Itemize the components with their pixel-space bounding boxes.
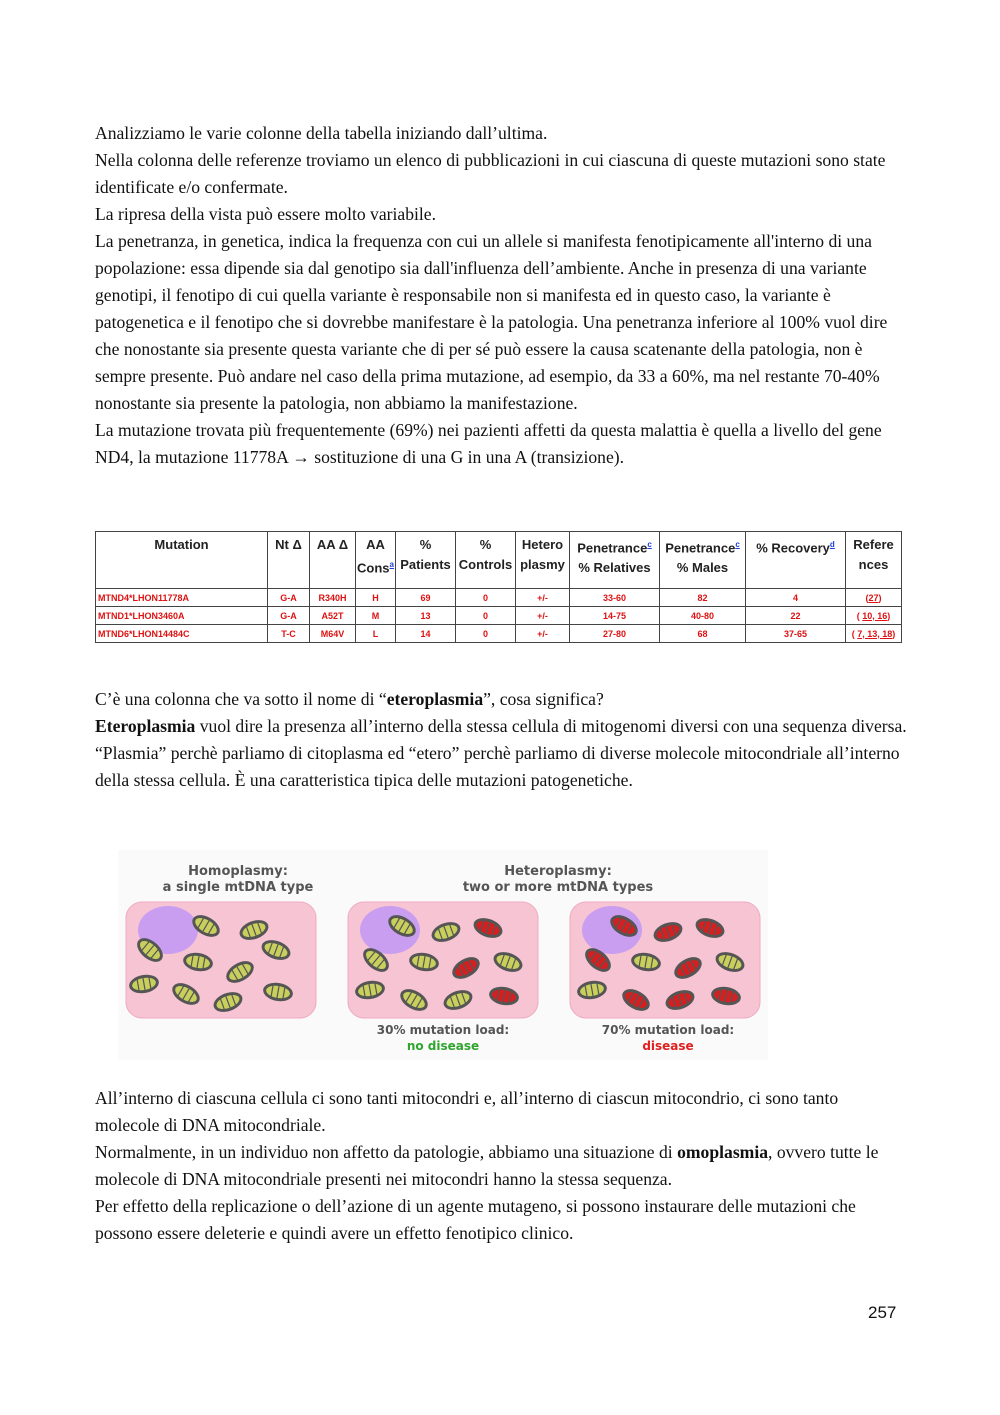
paragraph: C’è una colonna che va sotto il nome di “eteroplasmia”, cosa significa? [95,689,604,709]
heteroplasmy-caption: Heteroplasmy: two or more mtDNA types [462,864,654,895]
header-recovery: % Recovery$^d$ [746,532,846,589]
reference-link[interactable]: 10, 16 [862,610,888,621]
paragraph: La ripresa della vista può essere molto variabile. [95,204,436,224]
cell-controls: 0 [456,607,516,625]
cell-pen-rel: 27-80 [570,625,660,643]
cell-cons: H [356,589,396,607]
cell-pen-males: 40-80 [660,607,746,625]
cell-nt: T-C [268,625,310,643]
paragraph: Eteroplasmia vuol dire la presenza all’interno della stessa cellula di mitogenomi diversi con una sequenza diversa. “Plasmia” perchè parliamo di citoplasma ed “etero” perchè parliamo di diverse molecole mitocondriale all’interno della stessa cellula. È una caratteristica tipica delle mutazioni patogenetiche. [95,716,907,790]
load-70-caption: 70% mutation load: disease [601,1023,735,1053]
homoplasmy-caption: Homoplasmy: a single mtDNA type [162,864,314,895]
header-aa-delta: AA Δ [310,532,356,589]
cell-refs: ( 10, 16) [846,607,902,625]
cell-mutation: MTND1*LHON3460A [96,607,268,625]
paragraph: Normalmente, in un individuo non affetto da patologie, abbiamo una situazione di omoplasmia, ovvero tutte le molecole di DNA mitocondriale presenti nei mitocondri hanno la stessa sequenza. [95,1142,879,1189]
page-number: 257 [868,1303,897,1322]
cell-nt: G-A [268,589,310,607]
table-row [96,589,902,607]
paragraph: La penetranza, in genetica, indica la frequenza con cui un allele si manifesta fenotipicamente all'interno di una popolazione: essa dipende sia dal genotipo sia dall'influenza dell’ambiente. Anche in presenza di una variante genotipi, il fenotipo di cui quella variante è responsabile non si manifesta ed in questo caso, la variante è patogenetica e il fenotipo che si dovrebbe manifestare è la patologia. Una penetranza inferiore al 100% vuol dire che nonostante sia presente questa variante che di per sé può essere la causa scatenante della patologia, non è sempre presente. Può andare nel caso della prima mutazione, ad esempio, da 33 a 60%, ma nel restante 70-40% nonostante sia presente la patologia, non abbiamo la manifestazione. [95,231,888,413]
header-heteroplasmy: Hetero plasmy [516,532,570,589]
reference-link[interactable]: 27 [868,592,879,603]
cell-patients: 69 [396,589,456,607]
cell-pen-males: 68 [660,625,746,643]
cell-mutation: MTND4*LHON11778A [96,589,268,607]
paragraph: Analizziamo le varie colonne della tabella iniziando dall’ultima. [95,123,548,143]
header-penetrance-males: Penetrance$^c$ % Males [660,532,746,589]
cell-aa: M64V [310,625,356,643]
cell-recovery: 37-65 [746,625,846,643]
paragraph: All’interno di ciascuna cellula ci sono tanti mitocondri e, all’interno di ciascun mitocondrio, ci sono tanto molecole di DNA mitocondriale. [95,1088,839,1135]
table-row [96,625,902,643]
cell-patients: 14 [396,625,456,643]
cell-nt: G-A [268,607,310,625]
header-penetrance-relatives: Penetrance$^c$ % Relatives [570,532,660,589]
cell-refs: (27) [846,589,902,607]
text-block-middle [95,686,907,794]
header-mutation: Mutation [96,532,268,589]
cell-controls: 0 [456,625,516,643]
reference-link[interactable]: 7, 13, 18 [857,628,893,639]
cell-cons: M [356,607,396,625]
cell-aa: A52T [310,607,356,625]
load-30-caption: 30% mutation load: no disease [376,1023,510,1053]
cell-cons: L [356,625,396,643]
text-block-bottom [95,1085,907,1247]
header-aa-cons: AA Cons$^a$ [356,532,396,589]
paragraph: La mutazione trovata più frequentemente (69%) nei pazienti affetti da questa malattia è quella a livello del gene ND4, la mutazione 11778A → sostituzione di una G in una A (transizione). [95,420,882,467]
lhon-mutation-table [95,531,902,643]
cell-pen-rel: 33-60 [570,589,660,607]
cell-controls: 0 [456,589,516,607]
header-nt-delta: Nt Δ [268,532,310,589]
header-references: Refere nces [846,532,902,589]
cell-patients: 13 [396,607,456,625]
cell-recovery: 22 [746,607,846,625]
paragraph: Nella colonna delle referenze troviamo un elenco di pubblicazioni in cui ciascuna di queste mutazioni sono state identificate e/o confermate. [95,150,886,197]
cell-pen-males: 82 [660,589,746,607]
header-controls: % Controls [456,532,516,589]
table-header-row [96,532,902,589]
text-block-top [95,120,907,471]
cell-mutation: MTND6*LHON14484C [96,625,268,643]
cell-hetero: +/- [516,607,570,625]
heteroplasmy-figure [118,850,768,1060]
paragraph: Per effetto della replicazione o dell’azione di un agente mutageno, si possono instaurare delle mutazioni che possono essere deleterie e quindi avere un effetto fenotipico clinico. [95,1196,856,1243]
table-row [96,607,902,625]
header-patients: % Patients [396,532,456,589]
cell-recovery: 4 [746,589,846,607]
cell-pen-rel: 14-75 [570,607,660,625]
cell-hetero: +/- [516,625,570,643]
cell-refs: ( 7, 13, 18) [846,625,902,643]
cell-hetero: +/- [516,589,570,607]
cell-aa: R340H [310,589,356,607]
